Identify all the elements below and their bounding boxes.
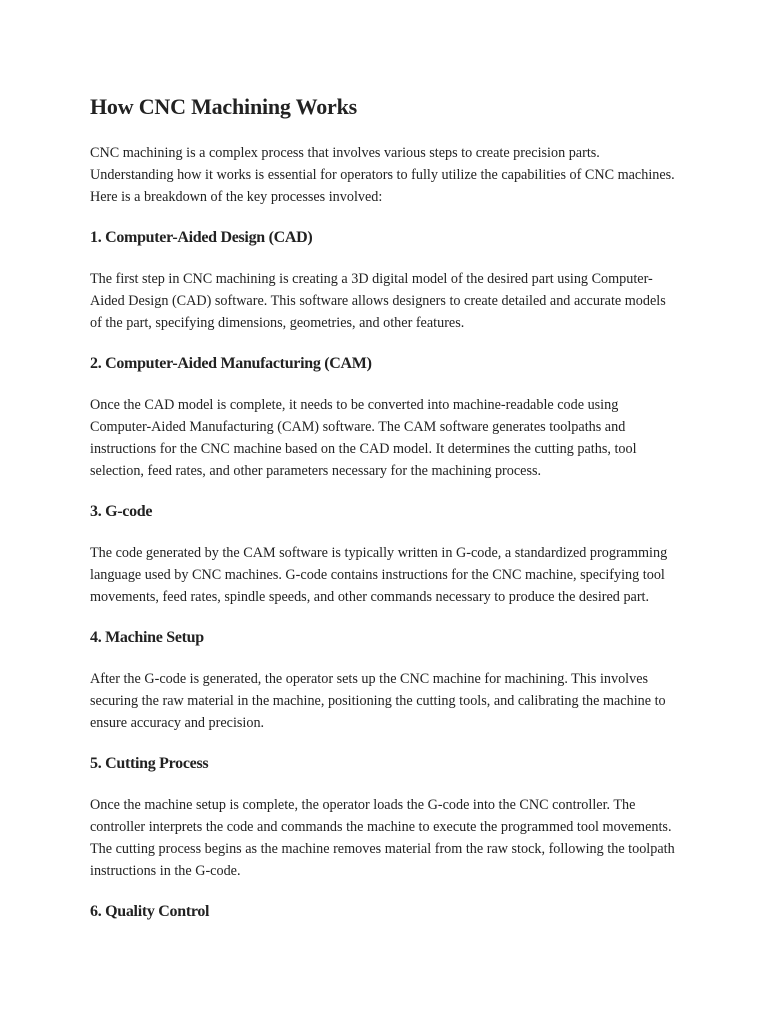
- section-heading-cutting-process: 5. Cutting Process: [90, 755, 209, 772]
- section-heading-machine-setup: 4. Machine Setup: [90, 629, 204, 646]
- section-heading-cad: 1. Computer-Aided Design (CAD): [90, 229, 313, 246]
- section-body-machine-setup: After the G-code is generated, the operator sets up the CNC machine for machining. This involves securing the raw material in the machine, positioning the cutting tools, and calibrating the machine to ensure accuracy and precision.: [90, 671, 666, 731]
- section-body-cad: The first step in CNC machining is creating a 3D digital model of the desired part using Computer-Aided Design (CAD) software. This software allows designers to create detailed and accurate models of the part, specifying dimensions, geometries, and other features.: [90, 271, 666, 331]
- section-heading-cam: 2. Computer-Aided Manufacturing (CAM): [90, 355, 372, 372]
- page-title: How CNC Machining Works: [90, 94, 357, 119]
- intro-paragraph: CNC machining is a complex process that involves various steps to create precision parts. Understanding how it works is essential for operators to fully utilize the capabilities of CNC machines. Here is a breakdown of the key processes involved:: [90, 145, 675, 205]
- section-heading-gcode: 3. G-code: [90, 503, 153, 520]
- section-body-gcode: The code generated by the CAM software is typically written in G-code, a standardized programming language used by CNC machines. G-code contains instructions for the CNC machine, specifying tool movements, feed rates, spindle speeds, and other commands necessary to produce the desired part.: [90, 545, 668, 605]
- section-heading-quality-control: 6. Quality Control: [90, 903, 210, 920]
- section-body-cam: Once the CAD model is complete, it needs to be converted into machine-readable code using Computer-Aided Manufacturing (CAM) software. The CAM software generates toolpaths and instructions for the CNC machine based on the CAD model. It determines the cutting paths, tool selection, feed rates, and other parameters necessary for the machining process.: [90, 397, 637, 479]
- section-body-cutting-process: Once the machine setup is complete, the operator loads the G-code into the CNC controller. The controller interprets the code and commands the machine to execute the programmed tool movements. The cutting process begins as the machine removes material from the raw stock, following the toolpath instructions in the G-code.: [90, 797, 675, 879]
